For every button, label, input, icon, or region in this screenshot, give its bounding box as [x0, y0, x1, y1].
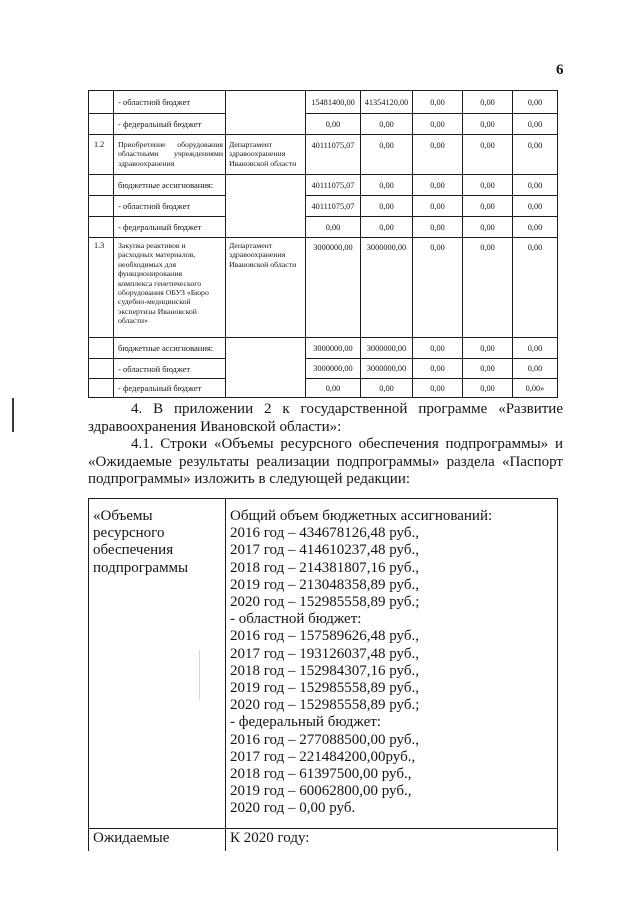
amount-cell: 3000000,00: [306, 338, 361, 359]
amount-cell: 0,00: [513, 91, 558, 114]
executor-cell: [226, 238, 306, 338]
amount-cell: 0,00: [413, 238, 463, 338]
amount-cell: 0,00: [513, 338, 558, 359]
item-name-line: области»: [118, 316, 148, 326]
amount-cell: 0,00: [413, 379, 463, 398]
budget-row: [89, 175, 558, 196]
amount-cell: 0,00: [513, 238, 558, 338]
item-name-line: Закупка реактивов и: [118, 241, 186, 250]
executor-line: здравоохранения: [229, 149, 286, 159]
row-number-cell: [89, 175, 114, 196]
amount-cell: 0,00: [306, 114, 361, 135]
funding-line: 2019 год – 60062800,00 руб.,: [230, 783, 412, 800]
item-number: 1.2: [89, 135, 114, 175]
executor-cell: [226, 91, 306, 135]
amount-cell: 0,00: [513, 175, 558, 196]
paragraph-4-line: 4. В приложении 2 к государственной программе «Развитие: [131, 401, 563, 417]
program-item-row: [89, 135, 558, 175]
amount-cell: 3000000,00: [361, 338, 413, 359]
paragraph-4-1-line: подпрограммы» изложить в следующей редакции:: [88, 471, 411, 487]
passport-label-line: обеспечения: [93, 542, 174, 559]
row-number-cell: [89, 338, 114, 359]
amount-cell: 0,00: [361, 196, 413, 217]
amount-cell: 0,00»: [513, 379, 558, 398]
row-label: бюджетные ассигнования:: [114, 338, 226, 359]
funding-line: 2020 год – 152985558,89 руб.;: [230, 697, 420, 714]
amount-cell: 0,00: [306, 217, 361, 238]
amount-cell: 0,00: [413, 359, 463, 379]
row-label: - областной бюджет: [114, 91, 226, 114]
funding-line: 2017 год – 193126037,48 руб.,: [230, 645, 419, 662]
row-label: - федеральный бюджет: [114, 114, 226, 135]
passport-label-line: ресурсного: [93, 525, 165, 542]
budget-row: [89, 196, 558, 217]
budget-row: [89, 359, 558, 379]
executor-cell: [226, 135, 306, 175]
row-label: - областной бюджет: [114, 359, 226, 379]
budget-table: [88, 90, 558, 398]
amount-cell: 0,00: [413, 135, 463, 175]
amount-cell: 0,00: [513, 114, 558, 135]
executor-line: Департамент: [229, 140, 273, 149]
budget-row: [89, 379, 558, 398]
funding-line: 2018 год – 152984307,16 руб.,: [230, 662, 419, 679]
row-number-cell: [89, 196, 114, 217]
row-label: - федеральный бюджет: [114, 379, 226, 398]
item-name-line: оборудования ОБУЗ «Бюро: [118, 288, 209, 298]
amount-cell: 0,00: [413, 175, 463, 196]
funding-line: 2019 год – 152985558,89 руб.,: [230, 680, 419, 697]
amount-cell: 0,00: [361, 379, 413, 398]
row-label: бюджетные ассигнования:: [114, 175, 226, 196]
amount-cell: 3000000,00: [306, 359, 361, 379]
funding-line: - федеральный бюджет:: [230, 714, 381, 731]
passport-row-resources: [89, 499, 558, 829]
item-name-line: функционирования: [118, 269, 183, 279]
passport-row-content: [226, 499, 558, 829]
budget-row: [89, 91, 558, 114]
amount-cell: 0,00: [463, 338, 513, 359]
funding-line: 2018 год – 214381807,16 руб.,: [230, 559, 419, 576]
amount-cell: 0,00: [463, 217, 513, 238]
item-name-line: областными учреждениями: [118, 149, 223, 159]
funding-line: 2020 год – 152985558,89 руб.;: [230, 594, 420, 611]
amount-cell: 0,00: [513, 196, 558, 217]
item-name-line: расходных материалов,: [118, 250, 196, 260]
amount-cell: 0,00: [513, 135, 558, 175]
executor-line: здравоохранения: [229, 250, 286, 260]
item-number: 1.3: [89, 238, 114, 338]
amount-cell: 0,00: [413, 338, 463, 359]
amount-cell: 3000000,00: [306, 238, 361, 338]
amount-cell: 0,00: [361, 114, 413, 135]
funding-line: Общий объем бюджетных ассигнований:: [230, 508, 493, 524]
amount-cell: 0,00: [413, 217, 463, 238]
amount-cell: 0,00: [413, 91, 463, 114]
amount-cell: 41354120,00: [361, 91, 413, 114]
amount-cell: 0,00: [463, 238, 513, 338]
funding-line: 2018 год – 61397500,00 руб.,: [230, 766, 412, 783]
item-name: [114, 135, 226, 175]
budget-row: [89, 114, 558, 135]
paragraph-4-1-line: 4.1. Строки «Объемы ресурсного обеспечения подпрограммы» и: [131, 436, 563, 452]
budget-row: [89, 217, 558, 238]
amount-cell: 3000000,00: [361, 238, 413, 338]
row-number-cell: [89, 114, 114, 135]
page-number: 6: [556, 62, 564, 78]
row-label: - федеральный бюджет: [114, 217, 226, 238]
passport-row-label: [89, 499, 226, 829]
amount-cell: 40111075,07: [306, 196, 361, 217]
item-name-line: судебно-медицинской: [118, 297, 191, 307]
executor-cell: [226, 338, 306, 398]
passport-label-line: подпрограммы: [93, 559, 189, 576]
budget-row: [89, 338, 558, 359]
item-name: [114, 238, 226, 338]
amendment-text: [88, 401, 563, 489]
amount-cell: 40111075,07: [306, 175, 361, 196]
amount-cell: 0,00: [513, 359, 558, 379]
amount-cell: 0,00: [463, 175, 513, 196]
passport-row-label: Ожидаемые: [89, 829, 226, 851]
amount-cell: 0,00: [361, 135, 413, 175]
amount-cell: 0,00: [413, 196, 463, 217]
item-name-line: необходимых для: [118, 259, 177, 269]
amount-cell: 40111075,07: [306, 135, 361, 175]
amount-cell: 0,00: [513, 217, 558, 238]
item-name-line: комплекса генетического: [118, 278, 202, 288]
paragraph-4-line: здравоохранения Ивановской области»:: [88, 418, 342, 435]
amount-cell: 0,00: [361, 175, 413, 196]
passport-table: [88, 498, 558, 851]
funding-line: 2016 год – 157589626,48 руб.,: [230, 628, 419, 645]
row-number-cell: [89, 379, 114, 398]
row-label: - областной бюджет: [114, 196, 226, 217]
executor-line: Ивановской области: [229, 259, 297, 269]
executor-line: Ивановской области: [229, 158, 297, 168]
amount-cell: 15481400,00: [306, 91, 361, 114]
amount-cell: 0,00: [306, 379, 361, 398]
passport-row-content: К 2020 году:: [226, 829, 558, 851]
executor-cell: [226, 175, 306, 238]
program-item-row: [89, 238, 558, 338]
funding-line: 2016 год – 277088500,00 руб.,: [230, 731, 419, 748]
funding-line: 2017 год – 221484200,00руб.,: [230, 748, 416, 765]
item-name-line: экспертизы Ивановской: [118, 306, 197, 316]
amount-cell: 0,00: [463, 359, 513, 379]
funding-line: 2017 год – 414610237,48 руб.,: [230, 542, 419, 559]
funding-line: - областной бюджет:: [230, 611, 362, 628]
item-name-line: здравоохранения: [118, 158, 175, 168]
amount-cell: 0,00: [463, 379, 513, 398]
paragraph-4-1-line: «Ожидаемые результаты реализации подпрограммы» раздела «Паспорт: [88, 453, 563, 470]
amount-cell: 3000000,00: [361, 359, 413, 379]
row-number-cell: [89, 217, 114, 238]
passport-label-line: «Объемы: [93, 508, 153, 524]
passport-row-results: [89, 829, 558, 851]
row-number-cell: [89, 91, 114, 114]
executor-line: Департамент: [229, 241, 273, 250]
funding-line: 2019 год – 213048358,89 руб.,: [230, 576, 419, 593]
funding-line: 2016 год – 434678126,48 руб.,: [230, 525, 419, 542]
row-number-cell: [89, 359, 114, 379]
funding-line: 2020 год – 0,00 руб.: [230, 800, 356, 817]
scan-artifact: [12, 398, 14, 432]
amount-cell: 0,00: [413, 114, 463, 135]
amount-cell: 0,00: [463, 91, 513, 114]
amount-cell: 0,00: [463, 114, 513, 135]
scan-artifact: [199, 650, 200, 700]
amount-cell: 0,00: [463, 135, 513, 175]
amount-cell: 0,00: [463, 196, 513, 217]
item-name-line: Приобретение оборудования: [118, 140, 223, 149]
amount-cell: 0,00: [361, 217, 413, 238]
